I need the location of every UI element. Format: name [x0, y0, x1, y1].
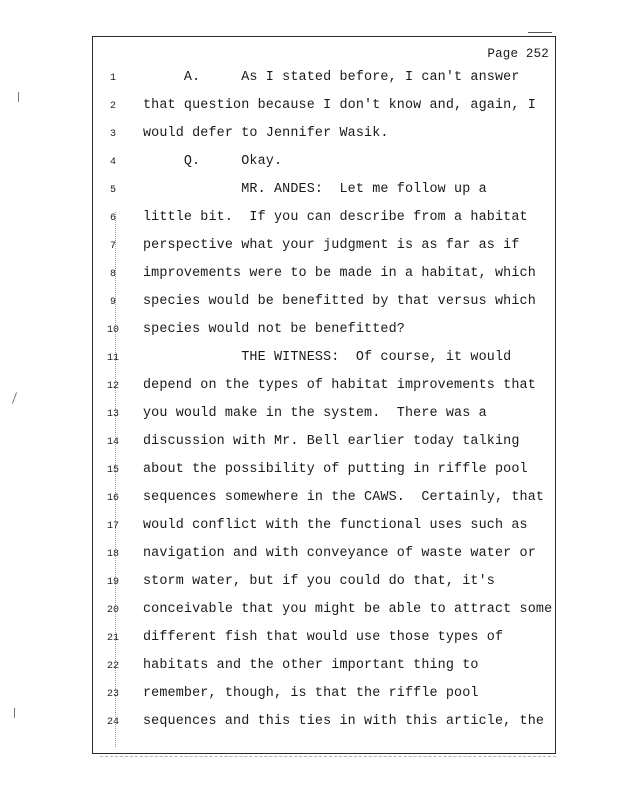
line-number: 23: [106, 689, 119, 700]
transcript-line: [93, 70, 557, 90]
transcript-line: [93, 98, 557, 118]
line-number: 15: [106, 465, 119, 476]
line-text: conceivable that you might be able to attract some: [143, 602, 553, 617]
line-text: different fish that would use those types of: [143, 630, 504, 645]
line-text: A. As I stated before, I can't answer: [143, 70, 520, 85]
line-number: 13: [106, 409, 119, 420]
transcript-page: [92, 36, 556, 754]
line-text: would defer to Jennifer Wasik.: [143, 126, 389, 141]
transcript-line: [93, 658, 557, 678]
line-number: 16: [106, 493, 119, 504]
transcript-line: [93, 434, 557, 454]
transcript-line: [93, 266, 557, 286]
line-number: 9: [109, 297, 116, 308]
line-number: 8: [109, 269, 116, 280]
line-text: that question because I don't know and, again, I: [143, 98, 536, 113]
line-number: 5: [109, 185, 116, 196]
line-number: 7: [109, 241, 116, 252]
transcript-line: [93, 490, 557, 510]
line-number: 17: [106, 521, 119, 532]
line-number: 20: [106, 605, 119, 616]
line-number: 22: [106, 661, 119, 672]
transcript-line: [93, 546, 557, 566]
transcript-line: [93, 406, 557, 426]
scan-edge-mark: [18, 92, 19, 102]
line-number: 24: [106, 717, 119, 728]
line-number: 18: [106, 549, 119, 560]
line-number: 10: [106, 325, 119, 336]
line-text: sequences somewhere in the CAWS. Certainly, that: [143, 490, 545, 505]
line-text: perspective what your judgment is as far as if: [143, 238, 520, 253]
transcript-line: [93, 126, 557, 146]
line-number: 2: [109, 101, 116, 112]
line-text: depend on the types of habitat improvements that: [143, 378, 536, 393]
line-number: 14: [106, 437, 119, 448]
line-number: 11: [106, 353, 119, 364]
transcript-line: [93, 210, 557, 230]
scan-edge-mark: [12, 392, 17, 404]
line-text: storm water, but if you could do that, it's: [143, 574, 495, 589]
transcript-line: [93, 686, 557, 706]
line-text: little bit. If you can describe from a habitat: [143, 210, 528, 225]
line-text: species would not be benefitted?: [143, 322, 405, 337]
line-text: remember, though, is that the riffle pool: [143, 686, 479, 701]
line-number: 4: [109, 157, 116, 168]
line-number: 6: [109, 213, 116, 224]
line-text: habitats and the other important thing to: [143, 658, 479, 673]
transcript-line: [93, 350, 557, 370]
scan-top-mark: [528, 32, 552, 33]
transcript-line: [93, 294, 557, 314]
transcript-line: [93, 378, 557, 398]
line-text: MR. ANDES: Let me follow up a: [143, 182, 487, 197]
transcript-line: [93, 462, 557, 482]
transcript-line: [93, 154, 557, 174]
line-number: 3: [109, 129, 116, 140]
page-number: Page 252: [487, 47, 549, 61]
line-number: 12: [106, 381, 119, 392]
scan-edge-mark: [14, 708, 15, 718]
line-number: 19: [106, 577, 119, 588]
line-number: 21: [106, 633, 119, 644]
transcript-line: [93, 238, 557, 258]
transcript-line: [93, 602, 557, 622]
transcript-line: [93, 182, 557, 202]
line-text: species would be benefitted by that versus which: [143, 294, 536, 309]
line-text: navigation and with conveyance of waste water or: [143, 546, 536, 561]
line-text: about the possibility of putting in riffle pool: [143, 462, 528, 477]
line-text: sequences and this ties in with this article, the: [143, 714, 545, 729]
scan-bottom-noise: [100, 756, 556, 757]
transcript-line: [93, 322, 557, 342]
line-number: 1: [109, 73, 116, 84]
transcript-line: [93, 574, 557, 594]
transcript-line: [93, 630, 557, 650]
line-text: you would make in the system. There was a: [143, 406, 487, 421]
line-text: would conflict with the functional uses such as: [143, 518, 528, 533]
line-text: Q. Okay.: [143, 154, 283, 169]
line-text: discussion with Mr. Bell earlier today talking: [143, 434, 520, 449]
transcript-line: [93, 714, 557, 734]
line-text: THE WITNESS: Of course, it would: [143, 350, 512, 365]
line-text: improvements were to be made in a habitat, which: [143, 266, 536, 281]
transcript-line: [93, 518, 557, 538]
